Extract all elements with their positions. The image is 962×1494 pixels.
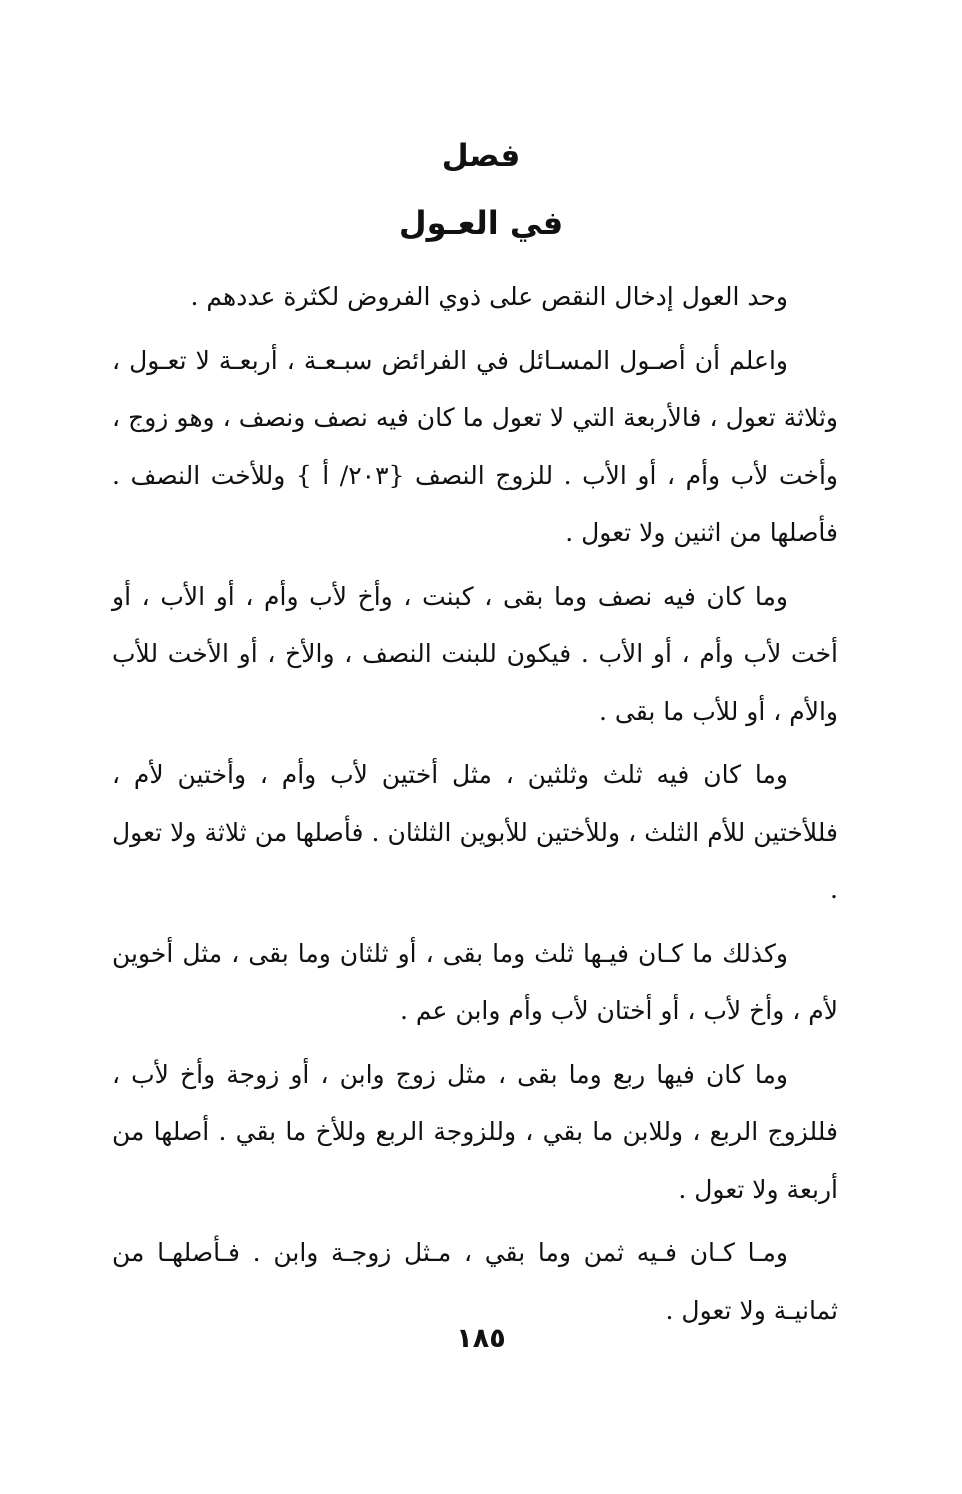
page-number: ١٨٥ <box>456 1323 506 1354</box>
paragraph-third-two-thirds: وما كان فيه ثلث وثلثين ، مثل أختين لأب وأم ، وأختين لأم ، فللأختين للأم الثلث ، وللأختين للأبوين الثلثان . فأصلها من ثلاثة ولا تعول . <box>112 760 838 904</box>
paragraph-definition: وحد العول إدخال النقص على ذوي الفروض لكثرة عددهم . <box>190 282 788 311</box>
chapter-title: في العـول <box>398 204 564 242</box>
paragraph-origins: واعلم أن أصـول المسـائل في الفرائض سبـعـة ، أربعـة لا تعـول ، وثلاثة تعول ، فالأربعة التي لا تعول ما كان فيه نصف ونصف ، وهو زوج ، وأخت لأب وأم ، أو الأب . للزوج النصف {٢٠٣/ أ } وللأخت النصف . فأصلها من اثنين ولا تعول . <box>112 345 838 547</box>
body-text <box>112 268 838 1339</box>
paragraph-third-remainder: وكذلك ما كـان فيـها ثلث وما بقى ، أو ثلثان وما بقى ، مثل أخوين لأم ، وأخ لأب ، أو أختان لأب وأم وابن عم . <box>112 938 838 1025</box>
section-heading: فصل <box>441 138 521 174</box>
paragraph-half-remainder: وما كان فيه نصف وما بقى ، كبنت ، وأخ لأب وأم ، أو الأب ، أو أخت لأب وأم ، أو الأب . فيكون للبنت النصف ، والأخ ، أو الأخت للأب والأم ، أو للأب ما بقى . <box>112 581 838 726</box>
paragraph-quarter-remainder: وما كان فيها ربع وما بقى ، مثل زوج وابن ، أو زوجة وأخ لأب ، فللزوج الربع ، وللابن ما بقي ، وللزوجة الربع وللأخ ما بقي . أصلها من أربعة ولا تعول . <box>112 1059 838 1204</box>
paragraph-eighth-remainder: ومـا كـان فـيه ثمن وما بقي ، مـثل زوجـة وابن . فـأصلهـا من ثمانيـة ولا تعول . <box>112 1238 838 1325</box>
